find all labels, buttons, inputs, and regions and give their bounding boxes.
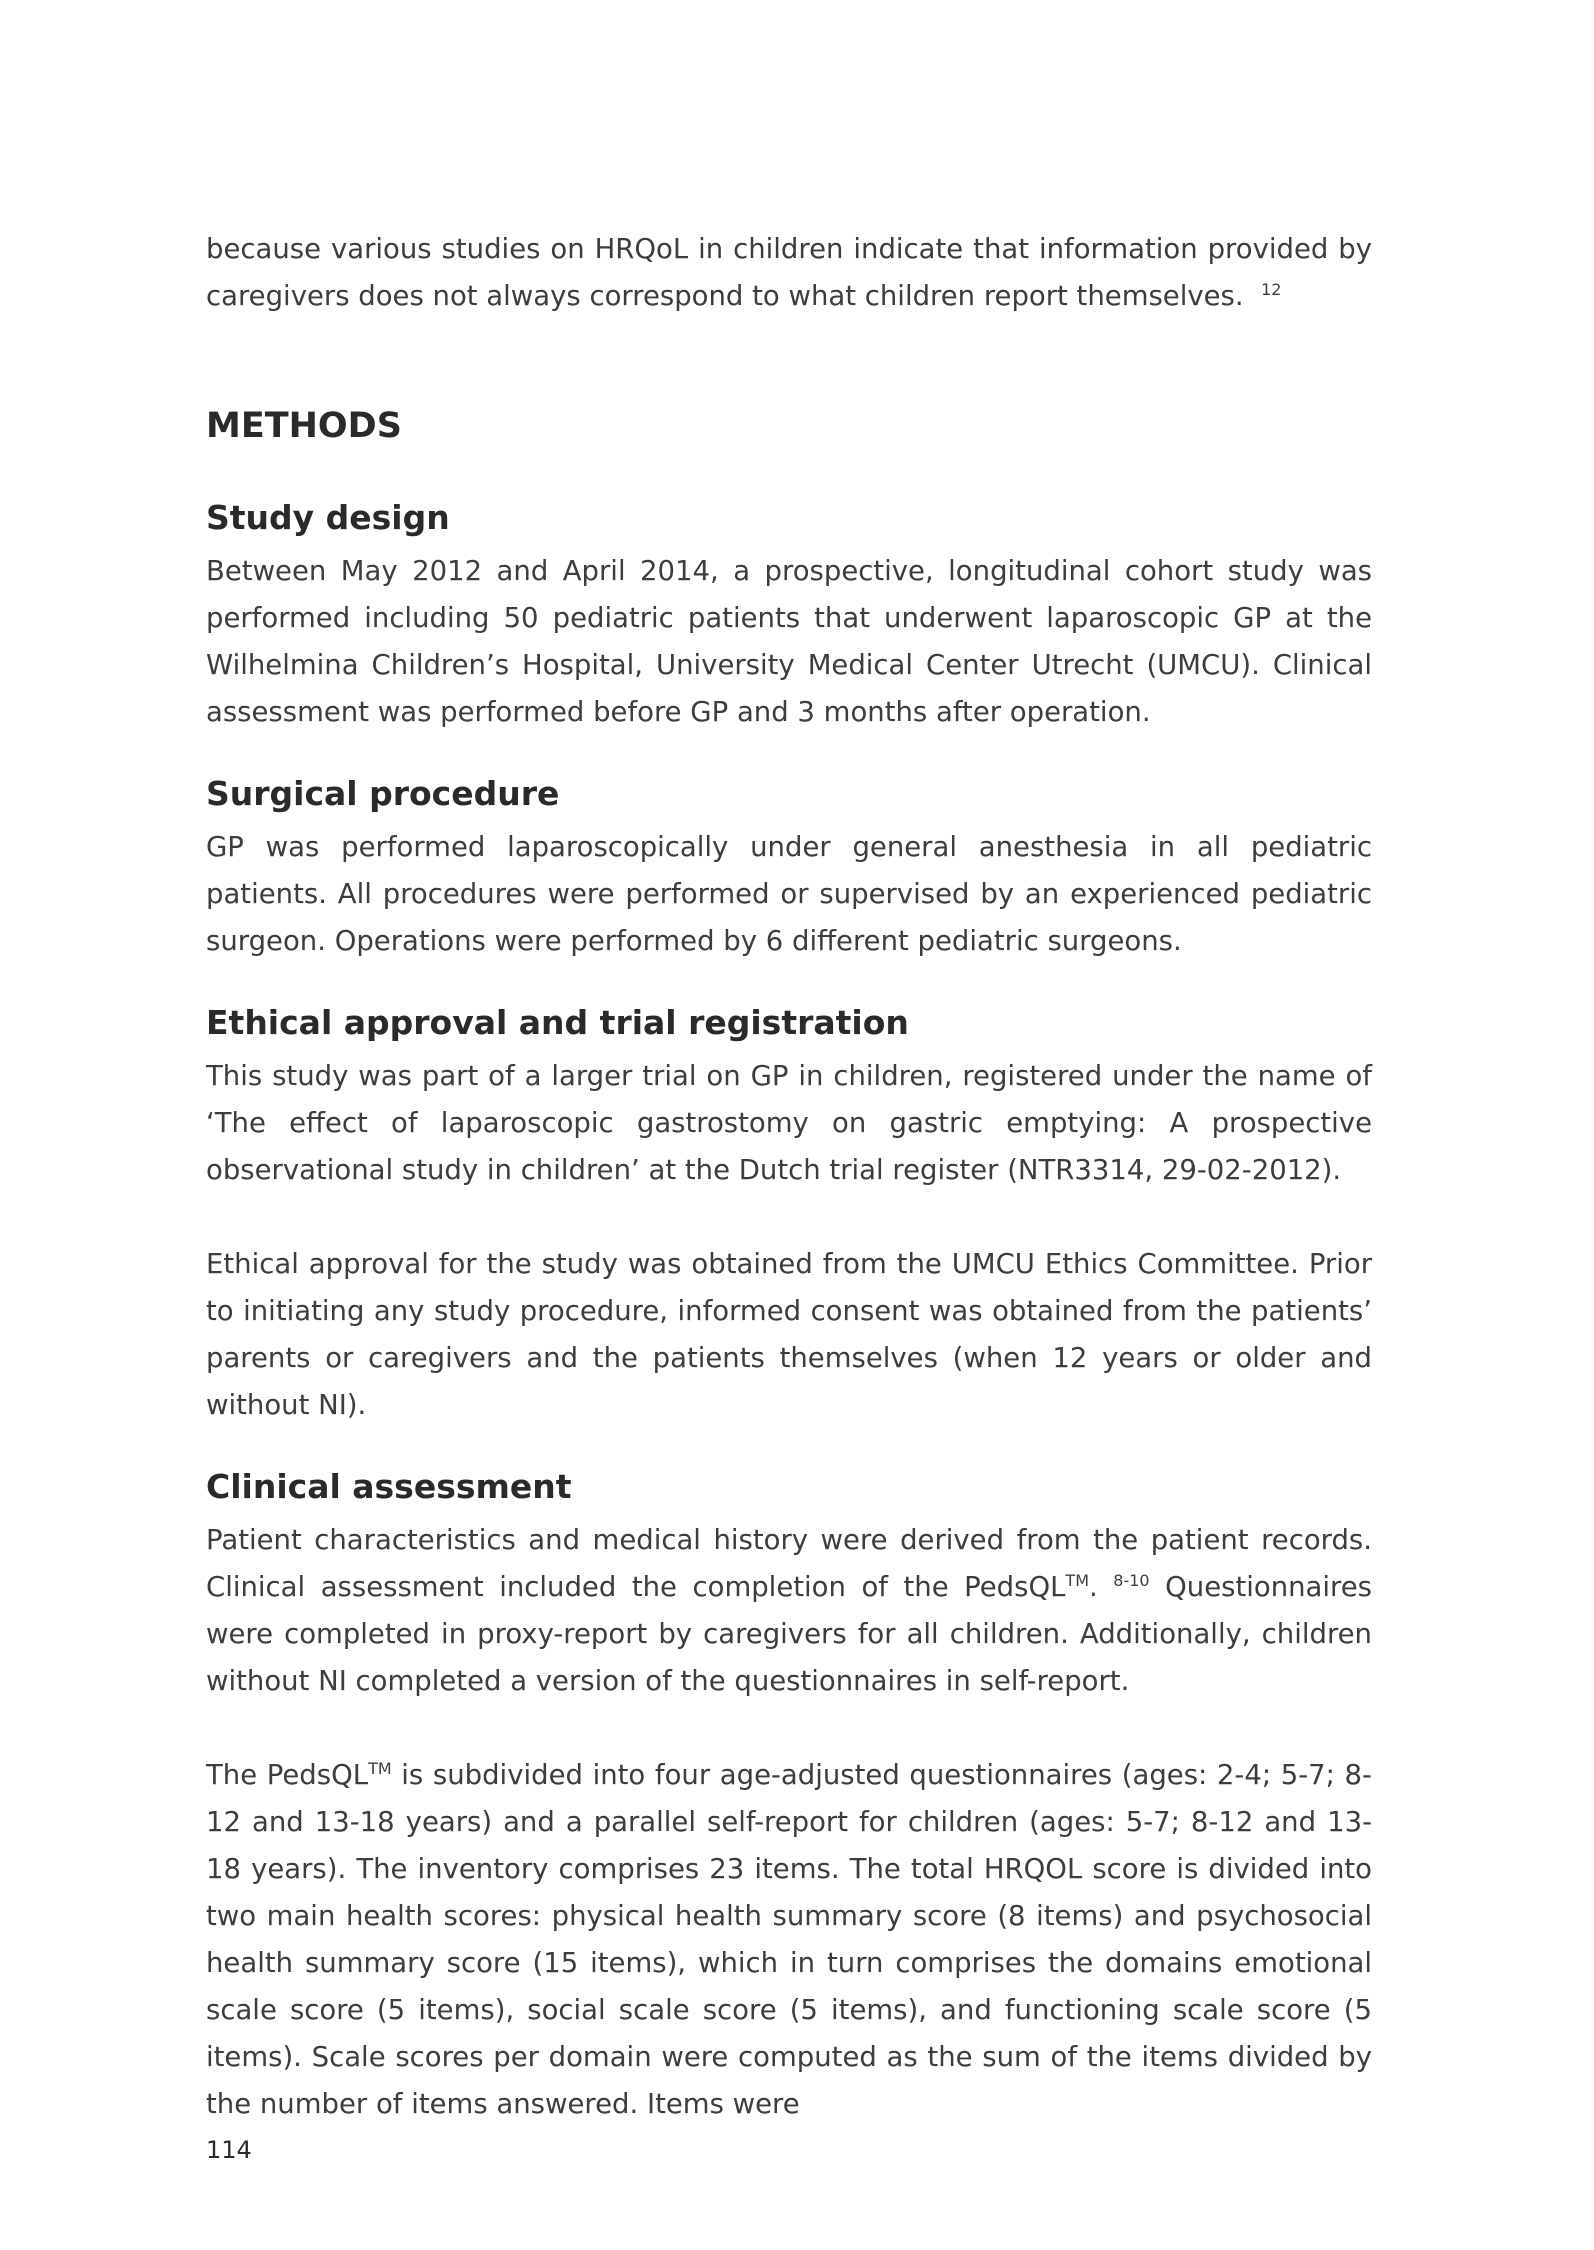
- ethical-paragraph-1: This study was part of a larger trial on GP in children, registered under the name of ‘The effect of laparoscopic gastrostomy on gastric emptying: A prospective observational study in children’ at the Dutch trial register (NTR3314, 29-02-2012).: [206, 1060, 1372, 1186]
- intro-text: because various studies on HRQoL in children indicate that information provided by caregivers does not always correspond to what children report themselves.: [206, 233, 1372, 312]
- intro-reference: 12: [1261, 279, 1282, 299]
- clinical-paragraph-2: [206, 1752, 1372, 2128]
- page-number: 114: [206, 2136, 252, 2164]
- clinical-text-2a: The PedsQL: [206, 1759, 369, 1791]
- clinical-text-1a: Patient characteristics and medical history were derived from the patient records. Clinical assessment included the completion of the PedsQL: [206, 1524, 1372, 1603]
- trademark-mark-2: TM: [368, 1758, 392, 1778]
- study-design-paragraph: Between May 2012 and April 2014, a prospective, longitudinal cohort study was performed including 50 pediatric patients that underwent laparoscopic GP at the Wilhelmina Children’s Hospital, University Medical Center Utrecht (UMCU). Clinical assessment was performed before GP and 3 months after operation.: [206, 555, 1372, 728]
- clinical-paragraph-1: [206, 1517, 1372, 1705]
- clinical-reference: 8-10: [1113, 1570, 1150, 1590]
- trademark-mark: TM: [1065, 1570, 1089, 1590]
- page-content: [206, 226, 1372, 2128]
- clinical-text-2b: is subdivided into four age-adjusted questionnaires (ages: 2-4; 5-7; 8-12 and 13-18 years) and a parallel self-report for children (ages: 5-7; 8-12 and 13-18 years). The inventory comprises 23 items. The total HRQOL score is divided into two main health scores: physical health summary score (8 items) and psychosocial health summary score (15 items), which in turn comprises the domains emotional scale score (5 items), social scale score (5 items), and functioning scale score (5 items). Scale scores per domain were computed as the sum of the items divided by the number of items answered. Items were: [206, 1759, 1372, 2120]
- ethical-paragraph-2: Ethical approval for the study was obtained from the UMCU Ethics Committee. Prior to initiating any study procedure, informed consent was obtained from the patients’ parents or caregivers and the patients themselves (when 12 years or older and without NI).: [206, 1248, 1372, 1421]
- ethical-approval-heading: Ethical approval and trial registration: [206, 1003, 909, 1042]
- intro-paragraph: [206, 226, 1372, 320]
- study-design-heading: Study design: [206, 498, 450, 537]
- methods-heading: METHODS: [206, 406, 402, 446]
- clinical-assessment-heading: Clinical assessment: [206, 1467, 572, 1506]
- clinical-dot: .: [1089, 1571, 1098, 1603]
- clinical-text-1b: Questionnaires were completed in proxy-report by caregivers for all children. Additionally, children without NI completed a version of the questionnaires in self-report.: [206, 1571, 1372, 1697]
- surgical-procedure-paragraph: GP was performed laparoscopically under general anesthesia in all pediatric patients. All procedures were performed or supervised by an experienced pediatric surgeon. Operations were performed by 6 different pediatric surgeons.: [206, 831, 1372, 957]
- surgical-procedure-heading: Surgical procedure: [206, 774, 560, 813]
